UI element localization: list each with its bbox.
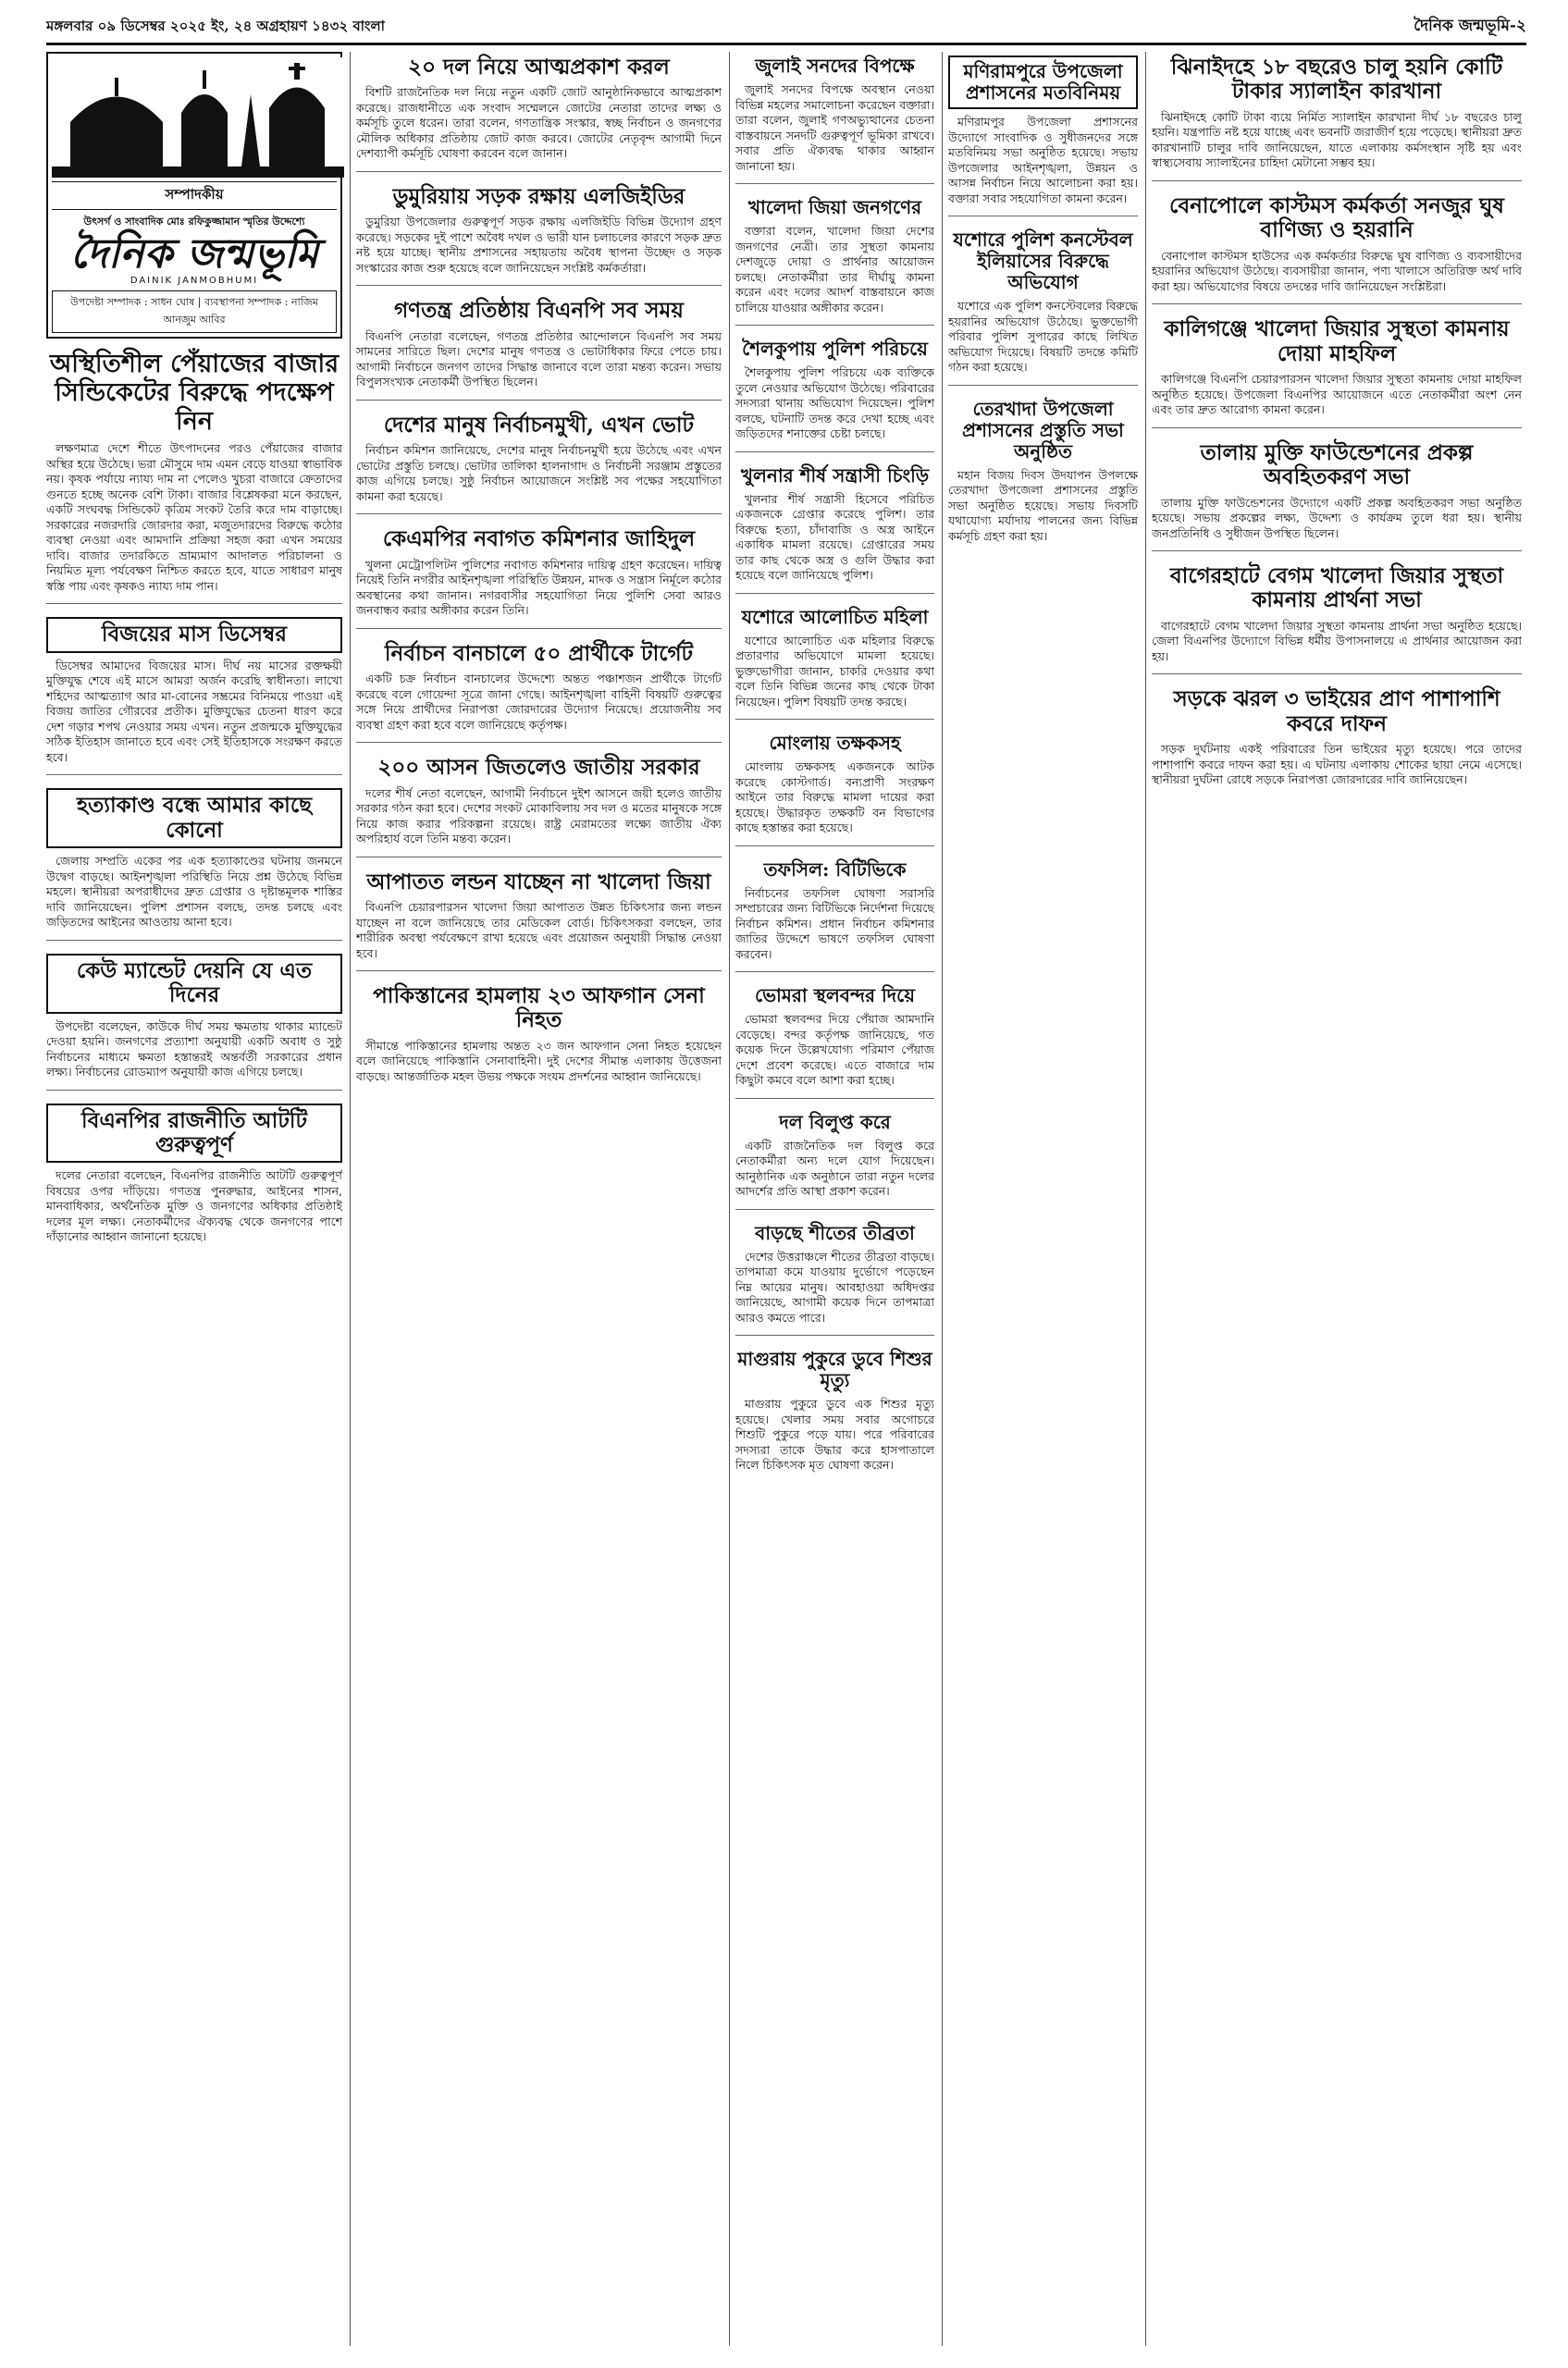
article-body: বিশটি রাজনৈতিক দল নিয়ে নতুন একটি জোট আনুষ্ঠানিকভাবে আত্মপ্রকাশ করেছে। রাজধানীতে এক সংবাদ সম্মেলনে জোটের নেতারা তাদের লক্ষ্য ও কর্মসূচি তুলে ধরেন। তারা বলেন, গণতান্ত্রিক সংস্কার, স্বচ্ছ নির্বাচন ও জনগণের মৌলিক অধিকার প্রতিষ্ঠায় জোট কাজ করবে। জোটের নেতৃবৃন্দ আগামী দিনে দেশব্যাপী কর্মসূচি ঘোষণা করবেন বলে জানান।: [356, 85, 722, 161]
article-bhomra: [735, 981, 934, 1099]
article-body: উপদেষ্টা বলেছেন, কাউকে দীর্ঘ সময় ক্ষমতায় থাকার ম্যান্ডেট দেওয়া হয়নি। জনগণের প্রত্যাশা অনুযায়ী একটি অবাধ ও সুষ্ঠু নির্বাচনের মাধ্যমে ক্ষমতা হস্তান্তরই অন্তর্বর্তী সরকারের প্রধান লক্ষ্য। নির্বাচনের রোডম্যাপ অনুযায়ী কাজ এগিয়ে চলছে।: [46, 1018, 342, 1079]
article-headline: ২০ দল নিয়ে আত্মপ্রকাশ করল: [408, 55, 670, 80]
article-terokhada: [948, 395, 1138, 554]
article-body: যশোরে এক পুলিশ কনস্টেবলের বিরুদ্ধে হয়রানির অভিযোগ উঠেছে। ভুক্তভোগী পরিবার পুলিশ সুপারের কাছে লিখিত অভিযোগ দিয়েছে। বিষয়টি তদন্তে কমিটি গঠন করা হয়েছে।: [948, 299, 1138, 374]
date-line: মঙ্গলবার ০৯ ডিসেম্বর ২০২৫ ইং, ২৪ অগ্রহায়ণ ১৪৩২ বাংলা: [46, 17, 385, 34]
article-body: জুলাই সনদের বিপক্ষে অবস্থান নেওয়া বিভিন্ন মহলের সমালোচনা করেছেন বক্তারা। তারা বলেন, জুলাই গণঅভ্যুত্থানের চেতনা বাস্তবায়নে সনদটি গুরুত্বপূর্ণ ভূমিকা রাখবে। সবার প্রতি ঐক্যবদ্ধ থাকার আহ্বান জানানো হয়।: [735, 82, 934, 173]
article-body: সীমান্তে পাকিস্তানের হামলায় অন্তত ২৩ জন আফগান সেনা নিহত হয়েছেন বলে জানিয়েছে পাকিস্তানি সেনাবাহিনী। দুই দেশের সীমান্ত এলাকায় উত্তেজনা বাড়ছে। আন্তর্জাতিক মহল উভয় পক্ষকে সংযম প্রদর্শনের আহ্বান জানিয়েছে।: [356, 1038, 722, 1083]
article-body: যশোরে আলোচিত এক মহিলার বিরুদ্ধে প্রতারণার অভিযোগে মামলা হয়েছে। ভুক্তভোগীরা জানান, চাকরি দেওয়ার কথা বলে তিনি বিভিন্ন জনের কাছ থেকে টাকা নিয়েছেন। পুলিশ বিষয়টি তদন্ত করছে।: [735, 633, 934, 709]
article-headline: কেএমপির নবাগত কমিশনার জাহিদুল: [382, 526, 696, 552]
article-julai: [735, 52, 934, 184]
article-keu-mandate: [46, 950, 342, 1091]
article-dol-biluptu: [735, 1108, 934, 1210]
article-headline: খালেদা জিয়া জনগণের: [747, 196, 922, 218]
article-headline: দল বিলুপ্ত করে: [779, 1110, 891, 1133]
article-shorok: [1152, 684, 1522, 796]
article-headline: মাগুরায় পুকুরে ডুবে শিশুর মৃত্যু: [737, 1348, 932, 1391]
page-header: [46, 11, 1526, 45]
article-dumuria: [356, 181, 722, 286]
founder-line: উৎসর্গ ও সাংবাদিক মোঃ রফিকুজ্জামান স্মৃতির উদ্দেশ্যে: [83, 216, 305, 228]
article-gonotontro: [356, 295, 722, 400]
article-tala: [1152, 438, 1522, 551]
column-4: [948, 52, 1146, 2346]
article-body: সড়ক দুর্ঘটনায় একই পরিবারের তিন ভাইয়ের মৃত্যু হয়েছে। পরে তাদের পাশাপাশি কবরে দাফন করা হয়। এ ঘটনায় এলাকায় শোকের ছায়া নেমে এসেছে। স্থানীয়রা দুর্ঘটনা রোধে সড়কে নিরাপত্তা জোরদারের দাবি জানিয়েছেন।: [1152, 742, 1522, 787]
article-headline: বেনাপোলে কাস্টমস কর্মকর্তা সনজুর ঘুষ বাণিজ্য ও হয়রানি: [1169, 192, 1504, 243]
article-body: বাগেরহাটে বেগম খালেদা জিয়ার সুস্থতা কামনায় প্রার্থনা সভা অনুষ্ঠিত হয়েছে। জেলা বিএনপির উদ্যোগে বিভিন্ন ধর্মীয় উপাসনালয়ে এ প্রার্থনার আয়োজন করা হয়।: [1152, 618, 1522, 663]
masthead-domes-icon: [52, 57, 344, 178]
article-body: কালিগঞ্জে বিএনপি চেয়ারপারসন খালেদা জিয়ার সুস্থতা কামনায় দোয়া মাহফিল অনুষ্ঠিত হয়েছে। উপজেলা বিএনপির আয়োজনে এতে নেতাকর্মীরা অংশ নেন এবং তার দ্রুত আরোগ্য কামনা করেন।: [1152, 372, 1522, 417]
article-headline: তেরখাদা উপজেলা প্রশাসনের প্রস্তুতি সভা অনুষ্ঠিত: [962, 397, 1124, 462]
article-headline: আপাতত লন্ডন যাচ্ছেন না খালেদা জিয়া: [366, 869, 711, 894]
article-headline: তফসিল: বিটিভিকে: [763, 857, 907, 881]
article-body: দলের শীর্ষ নেতা বলেছেন, আগামী নির্বাচনে দুইশ আসনে জয়ী হলেও জাতীয় সরকার গঠন করা হবে। দেশের সংকট মোকাবিলায় সব দল ও মতের মানুষকে সঙ্গে নিয়ে কাজ করার পরিকল্পনা রয়েছে। রাষ্ট্র মেরামতের লক্ষ্যে জাতীয় ঐক্য অপরিহার্য বলে তিনি মন্তব্য করেন।: [356, 785, 722, 846]
article-bish-dol: [356, 52, 722, 172]
article-headline: মোংলায় তক্ষকসহ: [769, 732, 901, 754]
article-body: ডিসেম্বর আমাদের বিজয়ের মাস। দীর্ঘ নয় মাসের রক্তক্ষয়ী মুক্তিযুদ্ধ শেষে এই মাসে আমরা অর্জন করেছি স্বাধীনতা। লাখো শহিদের আত্মত্যাগ আর মা-বোনের সম্ভ্রমের বিনিময়ে পাওয়া এই বিজয় জাতির গৌরবের প্রতীক। মুক্তিযুদ্ধের চেতনা ধারণ করে দেশ গড়ার শপথ নেওয়ার সময় এখন। নতুন প্রজন্মকে মুক্তিযুদ্ধের সঠিক ইতিহাস জানাতে হবে এবং সেই ইতিহাসকে সংরক্ষণ করতে হবে।: [46, 658, 342, 764]
article-headline: মণিরামপুরে উপজেলা প্রশাসনের মতবিনিময়: [948, 56, 1138, 109]
article-headline: দেশের মানুষ নির্বাচনমুখী, এখন ভোট: [383, 412, 695, 438]
article-pakistan: [356, 980, 722, 1093]
article-headline: বাগেরহাটে বেগম খালেদা জিয়ার সুস্থতা কামনায় প্রার্থনা সভা: [1169, 563, 1504, 613]
column-2: [356, 52, 730, 2346]
editorial-masthead: [46, 52, 342, 339]
article-jhenaidah: [1152, 52, 1522, 181]
article-monirampur: [948, 52, 1138, 216]
article-headline: ঝিনাইদহে ১৮ বছরেও চালু হয়নি কোটি টাকার স্যালাইন কারখানা: [1170, 55, 1503, 105]
editorial-label: সম্পাদকীয়: [52, 181, 337, 210]
paper-name-en: DAINIK JANMOBHUMI: [130, 276, 259, 287]
article-headline: বাড়ছে শীতের তীব্রতা: [755, 1221, 915, 1244]
article-body: বিএনপি নেতারা বলেছেন, গণতন্ত্র প্রতিষ্ঠার আন্দোলনে বিএনপি সব সময় সামনের সারিতে ছিল। দেশের মানুষ গণতন্ত্র ও ভোটাধিকার ফিরে পেতে চায়। আগামী নির্বাচনে জনগণ তাদের সিদ্ধান্ত জানাবে বলে তারা মন্তব্য করেন। সভায় বিপুলসংখ্যক নেতাকর্মী উপস্থিত ছিলেন।: [356, 328, 722, 389]
article-headline: নির্বাচন বানচালে ৫০ প্রার্থীকে টার্গেট: [384, 640, 694, 666]
article-sheet: [735, 1219, 934, 1337]
article-body: একটি রাজনৈতিক দল বিলুপ্ত করে নেতাকর্মীরা অন্য দলে যোগ দিয়েছেন। আনুষ্ঠানিক এক অনুষ্ঠানে তারা নতুন দলের আদর্শের প্রতি আস্থা প্রকাশ করেন।: [735, 1138, 934, 1198]
article-body: একটি চক্র নির্বাচন বানচালের উদ্দেশ্যে অন্তত পঞ্চাশজন প্রার্থীকে টার্গেট করেছে বলে গোয়েন্দা সূত্রে জানা গেছে। আইনশৃঙ্খলা বাহিনী বিষয়টি গুরুত্বের সঙ্গে নিয়ে প্রার্থীদের নিরাপত্তা জোরদারের উদ্যোগ নিয়েছে। প্রয়োজনীয় সব ব্যবস্থা গ্রহণ করা হবে বলে জানিয়েছে কর্তৃপক্ষ।: [356, 672, 722, 732]
article-body: বেনাপোল কাস্টমস হাউসের এক কর্মকর্তার বিরুদ্ধে ঘুষ বাণিজ্য ও ব্যবসায়ীদের হয়রানির অভিযোগ উঠেছে। ব্যবসায়ীরা জানান, পণ্য খালাসে অতিরিক্ত অর্থ দাবি করা হয়। অভিযোগের বিষয়ে তদন্তের দাবি জানিয়েছেন সংশ্লিষ্টরা।: [1152, 248, 1522, 293]
article-headline: গণতন্ত্র প্রতিষ্ঠায় বিএনপি সব সময়: [394, 298, 684, 324]
article-body: খুলনা মেট্রোপলিটন পুলিশের নবাগত কমিশনার দায়িত্ব গ্রহণ করেছেন। দায়িত্ব নিয়েই তিনি নগরীর আইনশৃঙ্খলা পরিস্থিতি উন্নয়ন, মাদক ও সন্ত্রাস নির্মূলে কঠোর অবস্থানের কথা জানান। নগরবাসীর সহযোগিতা নিয়ে পুলিশি সেবা আরও জনবান্ধব করার অঙ্গীকার করেন তিনি।: [356, 557, 722, 618]
article-headline: তালায় মুক্তি ফাউন্ডেশনের প্রকল্প অবহিতকরণ সভা: [1200, 439, 1474, 490]
article-body: মহান বিজয় দিবস উদযাপন উপলক্ষে তেরখাদা উপজেলা প্রশাসনের প্রস্তুতি সভা অনুষ্ঠিত হয়েছে। সভায় দিবসটি যথাযোগ্য মর্যাদায় পালনের জন্য বিভিন্ন কর্মসূচি গ্রহণ করা হয়।: [948, 467, 1138, 543]
article-headline: শৈলকুপায় পুলিশ পরিচয়ে: [742, 338, 928, 360]
article-toposhil: [735, 856, 934, 973]
article-body: মণিরামপুর উপজেলা প্রশাসনের উদ্যোগে সাংবাদিক ও সুধীজনদের সঙ্গে মতবিনিময় সভা অনুষ্ঠিত হয়েছে। সভায় উপজেলার আইনশৃঙ্খলা, উন্নয়ন ও আসন্ন নির্বাচন নিয়ে আলোচনা করা হয়। বক্তারা সবার সহযোগিতা কামনা করেন।: [948, 115, 1138, 205]
article-headline: হত্যাকাণ্ড বন্ধে আমার কাছে কোনো: [46, 788, 342, 848]
article-headline: ২০০ আসন জিতলেও জাতীয় সরকার: [377, 755, 700, 781]
article-khulna-shontrashi: [735, 462, 934, 594]
article-headline: বিএনপির রাজনীতি আটটি গুরুত্বপূর্ণ: [46, 1104, 342, 1164]
article-headline: কেউ ম্যান্ডেট দেয়নি যে এত দিনের: [46, 954, 342, 1014]
column-3: [735, 52, 943, 2346]
article-body: মাগুরায় পুকুরে ডুবে এক শিশুর মৃত্যু হয়েছে। খেলার সময় সবার অগোচরে শিশুটি পুকুরে পড়ে যায়। পরে পরিবারের সদস্যরা তাকে উদ্ধার করে হাসপাতালে নিলে চিকিৎসক মৃত ঘোষণা করেন।: [735, 1397, 934, 1472]
column-1: [46, 52, 351, 2346]
article-kaliganj: [1152, 314, 1522, 427]
editors-line: উপদেষ্টা সম্পাদক : সাধন ঘোষ | ব্যবস্থাপনা সম্পাদক : নাজিম আনজুম আবির: [52, 290, 337, 333]
article-headline: অস্থিতিশীল পেঁয়াজের বাজার সিন্ডিকেটের বিরুদ্ধে পদক্ষেপ নিন: [49, 350, 340, 437]
article-body: জেলায় সম্প্রতি একের পর এক হত্যাকাণ্ডের ঘটনায় জনমনে উদ্বেগ বাড়ছে। আইনশৃঙ্খলা পরিস্থিতি নিয়ে প্রশ্ন উঠেছে বিভিন্ন মহলে। স্থানীয়রা অপরাধীদের দ্রুত গ্রেপ্তার ও দৃষ্টান্তমূলক শাস্তির দাবি জানিয়েছেন। পুলিশ প্রশাসন বলছে, তদন্ত চলছে এবং জড়িতদের আইনের আওতায় আনা হবে।: [46, 854, 342, 930]
article-jessore-police: [948, 226, 1138, 386]
article-mongla: [735, 729, 934, 846]
article-body: ভোমরা স্থলবন্দর দিয়ে পেঁয়াজ আমদানি বেড়েছে। বন্দর কর্তৃপক্ষ জানিয়েছে, গত কয়েক দিনে উল্লেখযোগ্য পরিমাণ পেঁয়াজ দেশে প্রবেশ করেছে। এতে বাজারে দাম কিছুটা কমবে বলে আশা করা হচ্ছে।: [735, 1012, 934, 1087]
article-magura: [735, 1345, 934, 1483]
article-benapole: [1152, 191, 1522, 304]
article-body: মোংলায় তক্ষকসহ একজনকে আটক করেছে কোস্টগার্ড। বন্যপ্রাণী সংরক্ষণ আইনে তার বিরুদ্ধে মামলা দায়ের করা হয়েছে। উদ্ধারকৃত তক্ষকটি বন বিভাগের কাছে হস্তান্তর করা হয়েছে।: [735, 759, 934, 834]
article-body: নির্বাচন কমিশন জানিয়েছে, দেশের মানুষ নির্বাচনমুখী হয়ে উঠেছে এবং এখন ভোটের প্রস্তুতি চলছে। ভোটার তালিকা হালনাগাদ ও নির্বাচনী সরঞ্জাম প্রস্তুতের কাজ এগিয়ে চলছে। সুষ্ঠু নির্বাচন আয়োজনে সংশ্লিষ্ট সব পক্ষের সহযোগিতা কামনা করা হয়েছে।: [356, 443, 722, 503]
article-bagerhat: [1152, 561, 1522, 674]
paper-name: দৈনিক জন্মভূমি: [69, 230, 319, 278]
article-body: দেশের উত্তরাঞ্চলে শীতের তীব্রতা বাড়ছে। তাপমাত্রা কমে যাওয়ায় দুর্ভোগে পড়েছেন নিম্ন আয়ের মানুষ। আবহাওয়া অধিদপ্তর জানিয়েছে, আগামী কয়েক দিনে তাপমাত্রা আরও কমতে পারে।: [735, 1249, 934, 1325]
article-khaleda-jonogon: [735, 193, 934, 326]
article-body: দলের নেতারা বলেছেন, বিএনপির রাজনীতি আটটি গুরুত্বপূর্ণ বিষয়ের ওপর দাঁড়িয়ে। গণতন্ত্র পুনরুদ্ধার, আইনের শাসন, মানবাধিকার, অর্থনৈতিক মুক্তি ও জনগণের অধিকার প্রতিষ্ঠাই দলের মূল লক্ষ্য। নেতাকর্মীদের ঐক্যবদ্ধ থেকে জনগণের পাশে দাঁড়ানোর আহ্বান জানানো হয়েছে।: [46, 1168, 342, 1244]
article-body: শৈলকুপায় পুলিশ পরিচয়ে এক ব্যক্তিকে তুলে নেওয়ার অভিযোগ উঠেছে। পরিবারের সদস্যরা থানায় অভিযোগ দিয়েছেন। পুলিশ বলছে, ঘটনাটি তদন্ত করে দেখা হচ্ছে এবং জড়িতদের শনাক্তের চেষ্টা চলছে।: [735, 365, 934, 440]
article-headline: যশোরে আলোচিত মহিলা: [741, 605, 929, 628]
article-body: ডুমুরিয়া উপজেলার গুরুত্বপূর্ণ সড়ক রক্ষায় এলজিইডি বিভিন্ন উদ্যোগ গ্রহণ করেছে। সড়কের দুই পাশে অবৈধ দখল ও ভারী যান চলাচলের কারণে সড়ক দ্রুত নষ্ট হয়ে যাচ্ছে। স্থানীয় প্রশাসনের সহায়তায় অবৈধ স্থাপনা উচ্ছেদ ও সড়ক সংস্কারের কাজ শুরু হয়েছে বলে জানিয়েছেন সংশ্লিষ্ট কর্মকর্তারা।: [356, 215, 722, 275]
article-headline: বিজয়ের মাস ডিসেম্বর: [46, 617, 342, 652]
article-editorial: [46, 346, 342, 604]
article-headline: খুলনার শীর্ষ সন্ত্রাসী চিংড়ি: [740, 463, 930, 487]
article-jessore-mohila: [735, 603, 934, 721]
article-headline: ভোমরা স্থলবন্দর দিয়ে: [754, 984, 916, 1006]
paper-page-label: দৈনিক জন্মভূমি-২: [1414, 17, 1526, 35]
article-headline: ডুমুরিয়ায় সড়ক রক্ষায় এলজিইডির: [392, 183, 685, 209]
article-body: বক্তারা বলেন, খালেদা জিয়া দেশের জনগণের নেত্রী। তার সুস্থতা কামনায় দেশজুড়ে দোয়া ও প্রার্থনার আয়োজন চলছে। নেতাকর্মীরা তার দীর্ঘায়ু কামনা করেন এবং দলের আদর্শ বাস্তবায়নে কাজ চালিয়ে যাওয়ার অঙ্গীকার করেন।: [735, 224, 934, 314]
article-headline: কালিগঞ্জে খালেদা জিয়ার সুস্থতা কামনায় দোয়া মাহফিল: [1164, 316, 1510, 366]
article-bnp-rajniti: [46, 1100, 342, 1254]
article-kmp: [356, 524, 722, 628]
article-hottakando: [46, 784, 342, 940]
article-body: লক্ষণমাত্র দেশে শীতে উৎপাদনের পরও পেঁয়াজের বাজার অস্থির হয়ে উঠেছে। ভরা মৌসুমে দাম এমন বেড়ে যাওয়া স্বাভাবিক নয়। কৃষক পর্যায়ে ন্যায্য দাম না পেলেও খুচরা বাজারে ক্রেতাদের গুনতে হচ্ছে অনেক বেশি টাকা। বাজার বিশ্লেষকরা মনে করছেন, একটি সংঘবদ্ধ সিন্ডিকেট কৃত্রিম সংকট তৈরি করে দাম বাড়াচ্ছে। সরকারের নজরদারি জোরদার করা, মজুতদারদের বিরুদ্ধে কঠোর ব্যবস্থা নেওয়া এবং আমদানি প্রক্রিয়া সহজ করা এখন সময়ের দাবি। বাজার তদারকিতে ভ্রাম্যমাণ আদালত পরিচালনা ও নিয়মিত মূল্য পর্যবেক্ষণ নিশ্চিত করতে হবে, যাতে সাধারণ মানুষ স্বস্তি পায় এবং কৃষকও ন্যায্য দাম পান।: [46, 441, 342, 593]
article-body: খুলনার শীর্ষ সন্ত্রাসী হিসেবে পরিচিত একজনকে গ্রেপ্তার করেছে পুলিশ। তার বিরুদ্ধে হত্যা, চাঁদাবাজি ও অস্ত্র আইনে একাধিক মামলা রয়েছে। গ্রেপ্তারের সময় তার কাছ থেকে অস্ত্র ও গুলি উদ্ধার করা হয়েছে বলে জানিয়েছে পুলিশ।: [735, 491, 934, 582]
article-body: ঝিনাইদহে কোটি টাকা ব্যয়ে নির্মিত স্যালাইন কারখানা দীর্ঘ ১৮ বছরেও চালু হয়নি। যন্ত্রপাতি নষ্ট হয়ে যাচ্ছে এবং ভবনটি জরাজীর্ণ হয়ে পড়েছে। স্থানীয়রা দ্রুত কারখানাটি চালুর দাবি জানিয়েছেন, যাতে এলাকায় কর্মসংস্থান সৃষ্টি হয় এবং স্বাস্থ্যসেবায় স্যালাইনের চাহিদা মেটানো সম্ভব হয়।: [1152, 109, 1522, 170]
article-desher-manush: [356, 410, 722, 514]
article-headline: যশোরে পুলিশ কনস্টেবল ইলিয়াসের বিরুদ্ধে অভিযোগ: [953, 228, 1133, 293]
article-body: বিএনপি চেয়ারপারসন খালেদা জিয়া আপাতত উন্নত চিকিৎসার জন্য লন্ডন যাচ্ছেন না বলে জানিয়েছে তার মেডিকেল বোর্ড। চিকিৎসকরা বলছেন, তার শারীরিক অবস্থা পর্যবেক্ষণে রাখা হয়েছে এবং প্রয়োজন অনুযায়ী সিদ্ধান্ত নেওয়া হবে।: [356, 900, 722, 960]
article-dui-sho-ashon: [356, 752, 722, 857]
column-5: [1152, 52, 1529, 2346]
article-london: [356, 867, 722, 971]
article-headline: জুলাই সনদের বিপক্ষে: [755, 55, 915, 77]
article-headline: সড়কে ঝরল ৩ ভাইয়ের প্রাণ পাশাপাশি কবরে দাফন: [1173, 686, 1500, 736]
article-body: তালায় মুক্তি ফাউন্ডেশনের উদ্যোগে একটি প্রকল্প অবহিতকরণ সভা অনুষ্ঠিত হয়েছে। সভায় প্রকল্পের লক্ষ্য, উদ্দেশ্য ও কার্যক্রম তুলে ধরা হয়। স্থানীয় জনপ্রতিনিধি ও সুধীজন উপস্থিত ছিলেন।: [1152, 495, 1522, 540]
article-bijoy: [46, 613, 342, 775]
article-body: নির্বাচনের তফসিল ঘোষণা সরাসরি সম্প্রচারের জন্য বিটিভিকে নির্দেশনা দিয়েছে নির্বাচন কমিশন। প্রধান নির্বাচন কমিশনার জাতির উদ্দেশে ভাষণে তফসিল ঘোষণা করবেন।: [735, 885, 934, 961]
article-shoilkupa: [735, 335, 934, 452]
article-headline: পাকিস্তানের হামলায় ২৩ আফগান সেনা নিহত: [373, 983, 705, 1033]
article-nirbachon-banchal: [356, 638, 722, 743]
